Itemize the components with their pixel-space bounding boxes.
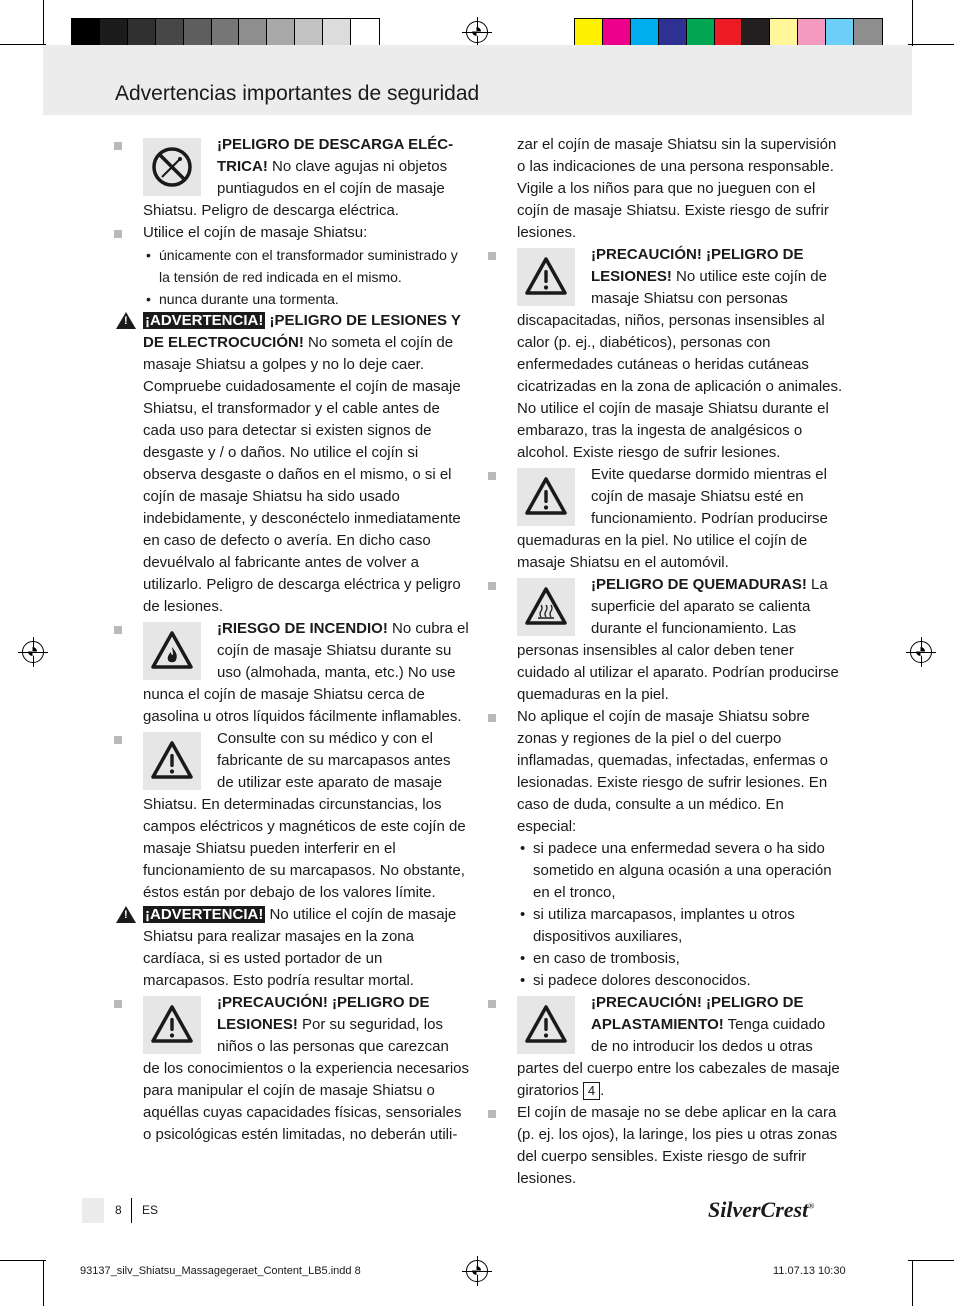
color-swatch bbox=[72, 19, 100, 45]
sleep-warning bbox=[517, 464, 843, 574]
language-code: ES bbox=[142, 1203, 159, 1217]
warning-triangle-icon bbox=[517, 996, 575, 1054]
advertencia-badge: ¡ADVERTENCIA! bbox=[145, 312, 264, 329]
registration-mark-icon bbox=[466, 21, 488, 43]
color-swatch bbox=[826, 19, 854, 45]
registration-mark-icon bbox=[466, 1260, 488, 1282]
warning-heading: ¡PRECAUCIÓN! ¡PELIGRO DE LESIONES! bbox=[217, 994, 430, 1033]
bullet bbox=[488, 714, 496, 722]
print-slug-date: 11.07.13 10:30 bbox=[773, 1265, 846, 1277]
list-item: • si utiliza marcapasos, implantes u otros dispositivos auxiliares, bbox=[517, 904, 843, 948]
brand-logo bbox=[708, 1197, 814, 1223]
sentence-end: . bbox=[600, 1082, 605, 1099]
warning-text: No someta el cojín de masaje Shiatsu a golpes y no lo deje caer. Compruebe cuidadosamente el cojín de masaje Shiatsu, el transformador y el cable antes de cada uso para detectar si existen signos de desgaste y / o daños. No utilice el cojín si observa desgaste o daños en el mismo, o si el cojín de masaje Shiatsu ha sido usado indebidamente, y desconéctelo inmediatamente en caso de defecto o avería. En dicho caso devuélvalo al fabricante antes de volver a utilizarlo. Peligro de descarga eléctrica y peligro de lesiones. bbox=[143, 334, 461, 615]
warning-text: La superficie del aparato se calienta durante el funcionamiento. Las personas insensibles al calor deben tener cuidado al utilizar el aparato. Podrían producirse quemaduras en la piel. bbox=[517, 576, 839, 703]
registered-mark: ® bbox=[808, 1201, 815, 1211]
crop-mark bbox=[908, 1260, 954, 1261]
no-needles-icon bbox=[143, 138, 201, 196]
grayscale-color-bar bbox=[71, 18, 380, 46]
color-swatch bbox=[742, 19, 770, 45]
crop-mark bbox=[912, 1260, 913, 1306]
warning-heading: ¡PELIGRO DE QUEMADURAS! bbox=[591, 576, 807, 593]
warning-text: Por su seguridad, los niños o las personas que carezcan de los conocimientos o la experiencia necesarios para manipular el cojín de masaje Shiatsu o aquéllas cuyas capacidades físicas, sensoriales o psicológicas estén limitadas, no deberán utili- bbox=[143, 1016, 470, 1143]
bullet bbox=[488, 1110, 496, 1118]
color-swatch bbox=[715, 19, 743, 45]
warning-heading: ¡RIESGO DE INCENDIO! bbox=[217, 620, 388, 637]
color-swatch bbox=[603, 19, 631, 45]
warning-heading: ¡PRECAUCIÓN! ¡PELIGRO DE APLASTAMIENTO! bbox=[591, 994, 804, 1033]
page-header bbox=[43, 45, 912, 115]
color-swatch bbox=[798, 19, 826, 45]
list-item: • únicamente con el transformador suministrado y la tensión de red indicada en el mismo. bbox=[143, 244, 469, 288]
hot-surface-icon bbox=[517, 578, 575, 636]
crop-mark bbox=[43, 1260, 44, 1306]
right-column bbox=[517, 134, 843, 1190]
warning-triangle-icon bbox=[116, 312, 136, 329]
conditions-sublist bbox=[517, 838, 843, 992]
color-swatch bbox=[184, 19, 212, 45]
bullet bbox=[488, 582, 496, 590]
notice-text: No aplique el cojín de masaje Shiatsu sobre zonas y regiones de la piel o del cuerpo inflamadas, quemadas, infectadas, enfermas o lesionadas. Existe riesgo de sufrir lesiones. En caso de duda, consulte a un médico. En especial: bbox=[517, 708, 829, 835]
bullet bbox=[114, 230, 122, 238]
crop-mark bbox=[0, 1260, 46, 1261]
sensitive-areas-notice bbox=[517, 1102, 843, 1190]
pacemaker-notice bbox=[143, 728, 469, 904]
warning-text: Tenga cuidado de no introducir los dedos u otras partes del cuerpo entre los cabezales de masaje giratorios bbox=[517, 1016, 840, 1099]
warning-triangle-icon bbox=[143, 732, 201, 790]
warning-triangle-icon bbox=[517, 468, 575, 526]
color-swatch bbox=[156, 19, 184, 45]
color-swatch bbox=[351, 19, 379, 45]
color-swatch bbox=[295, 19, 323, 45]
electric-shock-warning bbox=[143, 134, 469, 222]
warning-text: No clave agujas ni objetos puntiagudos en el cojín de masaje Shiatsu. Peligro de descarga eléctrica. bbox=[143, 158, 448, 219]
warning-text: No utilice el cojín de masaje Shiatsu para realizar masajes en la zona cardíaca, si es usted portador de un marcapasos. Esto podría resultar mortal. bbox=[143, 906, 457, 989]
color-swatch bbox=[323, 19, 351, 45]
notice-text: Consulte con su médico y con el fabricante de su marcapasos antes de utilizar este aparato de masaje Shiatsu. En determinadas circunstancias, los campos eléctricos y magnéticos de este cojín de masaje Shiatsu pueden interferir en el funcionamiento de su marcapasos. No obstante, éstos están por debajo de los valores límite. bbox=[143, 730, 466, 901]
color-swatch bbox=[687, 19, 715, 45]
injury-electrocution-warning bbox=[143, 310, 469, 618]
bullet bbox=[114, 142, 122, 150]
warning-text: No utilice este cojín de masaje Shiatsu con personas discapacitadas, niños, personas insensibles al calor (p. ej., diabéticos), personas con enfermedades cutáneas o heridas cutáneas cicatrizadas en la zona de aplicación o animales. No utilice el cojín de masaje Shiatsu durante el embarazo, tras la ingesta de analgésicos o alcohol. Existe riesgo de sufrir lesiones. bbox=[517, 268, 843, 461]
warning-triangle-icon bbox=[143, 996, 201, 1054]
color-swatch bbox=[239, 19, 267, 45]
brand-name: SilverCrest bbox=[708, 1197, 809, 1222]
color-swatch bbox=[212, 19, 240, 45]
page-number: 8 bbox=[115, 1203, 122, 1217]
color-swatch bbox=[575, 19, 603, 45]
left-column bbox=[143, 134, 469, 1146]
children-caution-continued bbox=[517, 134, 843, 244]
usage-list bbox=[143, 222, 469, 244]
usage-sublist bbox=[143, 244, 469, 310]
color-swatch bbox=[770, 19, 798, 45]
warning-heading: ¡PELIGRO DE LESIONES Y DE ELECTROCUCIÓN! bbox=[143, 312, 461, 351]
bullet bbox=[488, 1000, 496, 1008]
color-swatch bbox=[854, 19, 882, 45]
warning-heading: ¡PRECAUCIÓN! ¡PELIGRO DE LESIONES! bbox=[591, 246, 804, 285]
bullet bbox=[114, 1000, 122, 1008]
warning-heading: ¡PELIGRO DE DESCARGA ELÉC-TRICA! bbox=[217, 136, 454, 175]
notice-text: El cojín de masaje no se debe aplicar en la cara (p. ej. los ojos), la laringe, los pies u otras zonas del cuerpo sensibles. Existe riesgo de sufrir lesiones. bbox=[517, 1104, 838, 1187]
color-swatch bbox=[659, 19, 687, 45]
list-item: • si padece una enfermedad severa o ha sido sometido en alguna ocasión a una operación en el tronco, bbox=[517, 838, 843, 904]
page-title: Advertencias importantes de seguridad bbox=[115, 82, 480, 105]
bullet bbox=[114, 626, 122, 634]
crop-mark bbox=[0, 44, 46, 45]
list-item: • en caso de trombosis, bbox=[517, 948, 843, 970]
bullet bbox=[114, 736, 122, 744]
usage-intro: Utilice el cojín de masaje Shiatsu: bbox=[143, 224, 368, 241]
fire-warning-icon bbox=[143, 622, 201, 680]
registration-mark-icon bbox=[22, 641, 44, 663]
footer-tab bbox=[82, 1198, 104, 1223]
fire-risk-warning bbox=[143, 618, 469, 728]
print-slug-filename: 93137_silv_Shiatsu_Massagegeraet_Content_LB5.indd 8 bbox=[80, 1265, 361, 1277]
crop-mark bbox=[43, 0, 44, 46]
injury-caution bbox=[517, 244, 843, 464]
crop-mark bbox=[912, 0, 913, 46]
bullet bbox=[488, 252, 496, 260]
footer-divider bbox=[131, 1198, 132, 1223]
color-swatch bbox=[128, 19, 156, 45]
list-item: • si padece dolores desconocidos. bbox=[517, 970, 843, 992]
crop-mark bbox=[908, 44, 954, 45]
cardiac-warning bbox=[143, 904, 469, 992]
crushing-caution bbox=[517, 992, 843, 1102]
continued-text: zar el cojín de masaje Shiatsu sin la supervisión o las indicaciones de una persona responsable. Vigile a los niños para que no jueguen con el cojín de masaje Shiatsu. Existe riesgo de sufrir lesiones. bbox=[517, 136, 837, 241]
part-reference-number: 4 bbox=[583, 1082, 600, 1100]
children-caution bbox=[143, 992, 469, 1146]
warning-triangle-icon bbox=[517, 248, 575, 306]
burn-warning bbox=[517, 574, 843, 706]
bullet bbox=[488, 472, 496, 480]
registration-mark-icon bbox=[910, 641, 932, 663]
warning-triangle-icon bbox=[116, 906, 136, 923]
process-color-bar bbox=[574, 18, 883, 46]
color-swatch bbox=[100, 19, 128, 45]
warning-text: Evite quedarse dormido mientras el cojín de masaje Shiatsu esté en funcionamiento. Podrían producirse quemaduras en la piel. No utilice el cojín de masaje Shiatsu en el automóvil. bbox=[517, 466, 828, 571]
list-item: • nunca durante una tormenta. bbox=[143, 288, 469, 310]
color-swatch bbox=[631, 19, 659, 45]
color-swatch bbox=[267, 19, 295, 45]
warning-text: No cubra el cojín de masaje Shiatsu durante su uso (almohada, manta, etc.) No use nunca el cojín de masaje Shiatsu cerca de gasolina u otros líquidos fácilmente inflamables. bbox=[143, 620, 469, 725]
advertencia-badge: ¡ADVERTENCIA! bbox=[145, 906, 264, 923]
skin-areas-notice bbox=[517, 706, 843, 838]
